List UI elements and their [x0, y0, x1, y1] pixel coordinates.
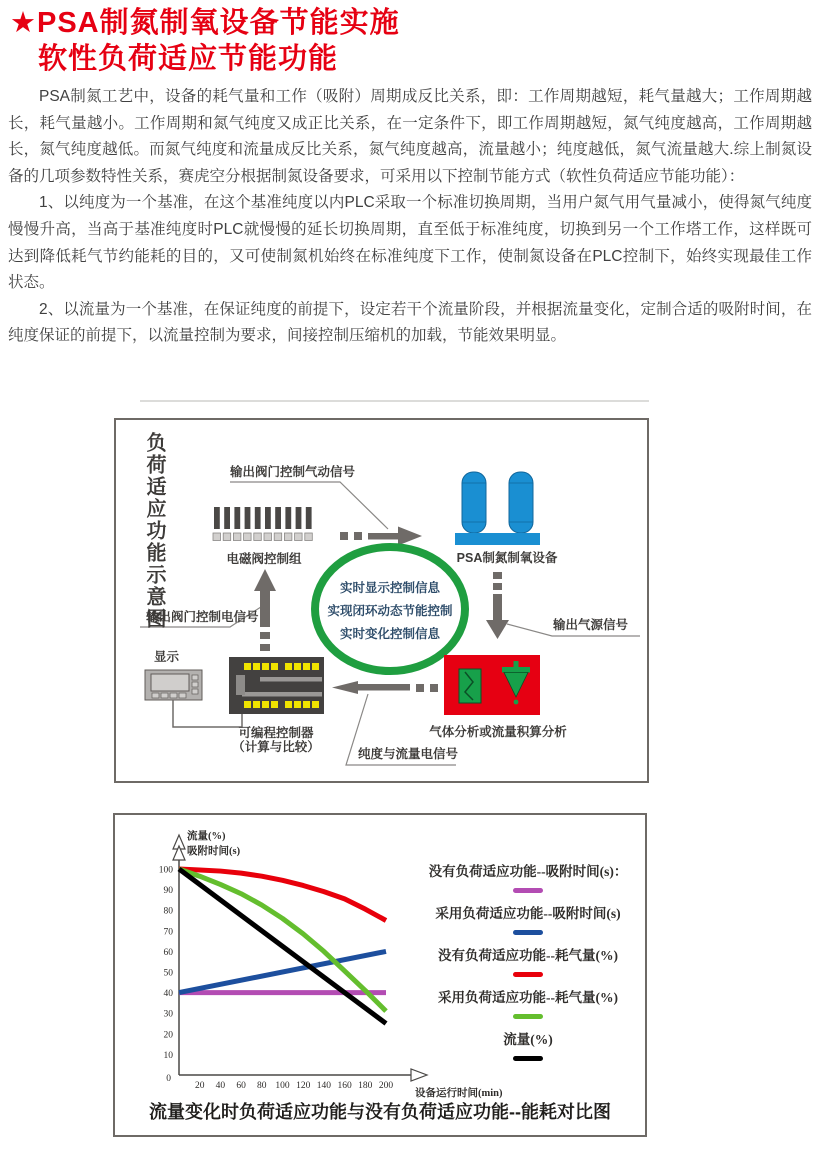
label-analyzer: 气体分析或流量积算分析 [429, 725, 567, 739]
legend-label: 采用负荷适应功能--吸附时间(s) [435, 906, 621, 921]
y-axis-label-1: 流量(%) [187, 831, 226, 842]
x-tick-label: 40 [215, 1081, 226, 1091]
y-tick-label: 100 [158, 865, 173, 876]
label-plc-line1: 可编程控制器 [238, 726, 314, 740]
ring-text-line2: 实现闭环动态节能控制 [327, 604, 453, 618]
x-axis-label: 设备运行时间(min) [415, 1088, 503, 1099]
y-tick-label: 10 [163, 1050, 173, 1061]
label-display: 显示 [154, 650, 180, 664]
paragraph-mode-2: 2、以流量为一个基准，在保证纯度的前提下，设定若干个流量阶段，并根据流量变化，定制合适的吸附时间，在纯度保证的前提下，以流量控制为要求，间接控制压缩机的加载，节能效果明显。 [8, 300, 812, 345]
y-tick-label: 30 [163, 1009, 173, 1020]
series-line-1 [179, 951, 386, 992]
legend-swatch [513, 888, 543, 893]
series-line-4 [179, 869, 386, 1024]
arrow-psa-to-analyzer [486, 572, 509, 639]
page-title [10, 5, 400, 77]
x-tick-label: 140 [316, 1081, 332, 1091]
arrow-valves-to-psa [340, 527, 422, 546]
page-title-line2: 软性负荷适应节能功能 [38, 43, 339, 75]
x-tick-label: 80 [257, 1081, 267, 1091]
plot-series [179, 869, 386, 1024]
legend-swatch [513, 930, 543, 935]
y-axis-label-2: 吸附时间(s) [187, 846, 241, 857]
y-tick-label: 90 [163, 886, 173, 897]
label-electric-signal: 输出阀门控制电信号 [146, 610, 259, 624]
label-purity-flow-signal: 纯度与流量电信号 [358, 747, 459, 761]
chart-legend [423, 863, 633, 1073]
paragraph-mode-1: 1、以纯度为一个基准，在这个基准纯度以内PLC采取一个标准切换周期，当用户氮气用气量减小，使得氮气纯度慢慢升高，当高于基准纯度时PLC就慢慢的延长切换周期，直至低于标准纯度，切换到另一个工作塔工作，这样既可达到降低耗气节约能耗的目的，又可使制氮机始终在标准纯度下工作，使制氮设备在PLC控制下，始终实现最佳工作状态。 [8, 194, 812, 292]
y-tick-label: 40 [163, 989, 173, 1000]
legend-entry-0 [423, 863, 633, 893]
label-psa-equipment: PSA制氮制氧设备 [456, 551, 558, 565]
y-tick-label: 60 [163, 947, 173, 958]
legend-label: 采用负荷适应功能--耗气量(%) [438, 990, 618, 1005]
legend-swatch [513, 972, 543, 977]
x-tick-label: 200 [378, 1081, 394, 1091]
origin-label: 0 [166, 1074, 171, 1084]
schematic-panel [114, 418, 649, 783]
chart-panel [113, 813, 647, 1137]
legend-entry-3 [423, 989, 633, 1019]
legend-swatch [513, 1056, 543, 1061]
panel-shadow-line [140, 400, 649, 402]
x-tick-label: 160 [337, 1081, 352, 1091]
ring-text-line3: 实时变化控制信息 [339, 627, 440, 641]
y-tick-label: 20 [163, 1030, 173, 1041]
legend-swatch [513, 1014, 543, 1019]
label-plc-line2: （计算与比较） [232, 740, 320, 754]
x-tick-label: 120 [296, 1081, 311, 1091]
legend-entry-1 [423, 905, 633, 935]
y-tick-label: 80 [163, 906, 173, 917]
legend-label: 没有负荷适应功能--耗气量(%) [438, 948, 618, 963]
legend-entry-4 [423, 1031, 633, 1061]
page-title-line1: ★PSA制氮制氧设备节能实施 [10, 7, 400, 39]
y-tick-label: 50 [163, 968, 173, 979]
label-valve-group: 电磁阀控制组 [226, 552, 302, 566]
legend-entry-2 [423, 947, 633, 977]
x-tick-label: 60 [236, 1081, 246, 1091]
solenoid-valve-group-icon [213, 507, 312, 541]
diagram-vertical-title: 负荷适应功能示意图 [143, 432, 165, 630]
gas-analyzer-icon [444, 655, 540, 715]
x-tick-label: 20 [194, 1081, 205, 1091]
x-tick-label: 180 [358, 1081, 373, 1091]
x-tick-label: 100 [275, 1081, 290, 1091]
body-text [8, 84, 812, 350]
plc-icon [229, 657, 324, 714]
arrow-analyzer-to-plc [332, 681, 438, 694]
legend-label: 没有负荷适应功能--吸附时间(s)： [428, 864, 628, 879]
hmi-display-icon [145, 670, 242, 727]
label-gas-source-signal: 输出气源信号 [553, 618, 629, 632]
tick-labels [159, 866, 394, 1092]
paragraph-intro: PSA制氮工艺中，设备的耗气量和工作（吸附）周期成反比关系，即：工作周期越短，耗气量越大；工作周期越长，耗气量越小。工作周期和氮气纯度又成正比关系，在一定条件下，即工作周期越短，氮气纯度越高，工作周期越长，氮气纯度越低。而氮气纯度和流量成反比关系，氮气纯度越高，流量越小；纯度越低，氮气流量越大.综上制氮设备的几项参数特性关系，赛虎空分根据制氮设备要求，可采用以下控制节能方式（软性负荷适应节能功能）： [8, 88, 812, 185]
chart-caption: 流量变化时负荷适应功能与没有负荷适应功能--能耗对比图 [149, 1102, 611, 1122]
y-tick-label: 70 [163, 927, 173, 938]
label-pneumatic-signal: 输出阀门控制气动信号 [230, 465, 356, 479]
psa-tanks-icon [455, 472, 540, 545]
ring-text-line1: 实时显示控制信息 [339, 581, 440, 595]
legend-label: 流量(%) [503, 1032, 553, 1047]
